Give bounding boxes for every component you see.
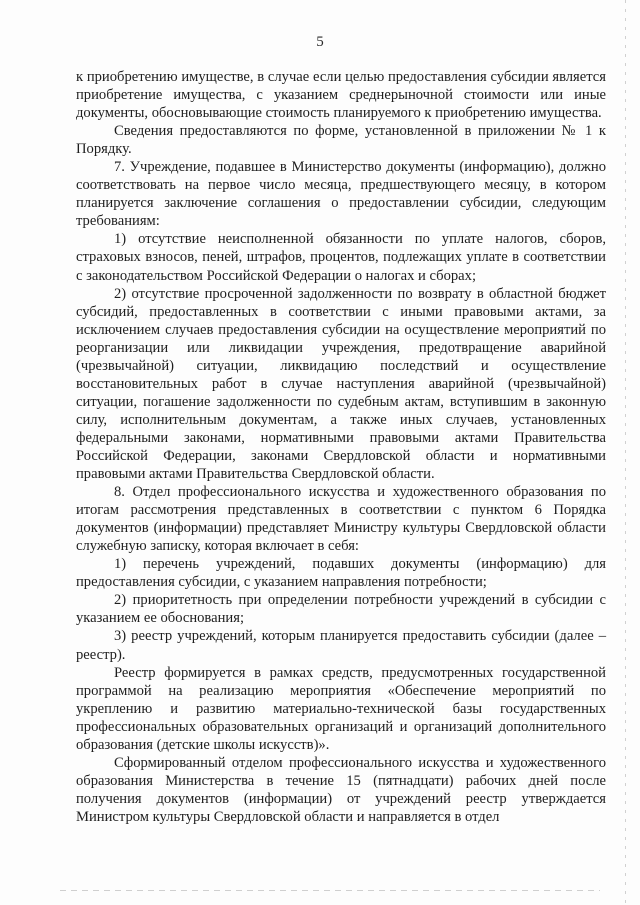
document-body (76, 68, 606, 826)
page-number: 5 (316, 34, 324, 50)
paragraph-registry-approval: Сформированный отделом профессионального искусства и художественного образования Министерства в течение 15 (пятнадцати) рабочих дней после получения документов (информации) от учреждений реестр утверждается Министром культуры Свердловской области и направляется в отдел (76, 754, 606, 825)
paragraph-item-7-2: 2) отсутствие просроченной задолженности по возврату в областной бюджет субсидий, предоставленных в соответствии с иными правовыми актами, за исключением случаев предоставления субсидии на осуществление мероприятий по реорганизации или ликвидации учреждения, предотвращение аварийной (чрезвычайной) ситуации, ликвидацию последствий и осуществление восстановительных работ в случае наступления аварийной (чрезвычайной) ситуации, погашение задолженности по судебным актам, вступившим в законную силу, исполнительным документам, а также иных случаев, установленных федеральными законами, нормативными правовыми актами Правительства Российской Федерации, законами Свердловской области и нормативными правовыми актами Правительства Свердловской области. (76, 285, 606, 483)
paragraph-item-8-1: 1) перечень учреждений, подавших документы (информацию) для предоставления субсидии, с указанием направления потребности; (76, 556, 606, 591)
paragraph-registry: Реестр формируется в рамках средств, предусмотренных государственной программой на реализацию мероприятия «Обеспечение мероприятий по укреплению и развитию материально-технической базы государственных профессиональных образовательных организаций и организаций дополнительного образования (детские школы искусств)». (76, 664, 606, 753)
paragraph-continuation: к приобретению имуществе, в случае если целью предоставления субсидии является приобретение имущества, с указанием среднерыночной стоимости или иные документы, обосновывающие стоимость планируемого к приобретению имущества. (76, 69, 606, 122)
scan-edge-mark (625, 0, 626, 905)
bottom-scan-line (60, 890, 600, 891)
paragraph-form-info: Сведения предоставляются по форме, установленной в приложении № 1 к Порядку. (76, 123, 606, 158)
paragraph-item-8-2: 2) приоритетность при определении потребности учреждений в субсидии с указанием ее обоснования; (76, 592, 606, 627)
paragraph-item-7-1: 1) отсутствие неисполненной обязанности по уплате налогов, сборов, страховых взносов, пеней, штрафов, процентов, подлежащих уплате в соответствии с законодательством Российской Федерации о налогах и сборах; (76, 231, 606, 284)
paragraph-item-8: 8. Отдел профессионального искусства и художественного образования по итогам рассмотрения представленных в соответствии с пунктом 6 Порядка документов (информации) представляет Министру культуры Свердловской области служебную записку, которая включает в себя: (76, 484, 606, 555)
paragraph-item-7: 7. Учреждение, подавшее в Министерство документы (информацию), должно соответствовать на первое число месяца, предшествующего месяцу, в котором планируется заключение соглашения о предоставлении субсидии, следующим требованиям: (76, 159, 606, 230)
paragraph-item-8-3: 3) реестр учреждений, которым планируется предоставить субсидии (далее – реестр). (76, 628, 606, 663)
